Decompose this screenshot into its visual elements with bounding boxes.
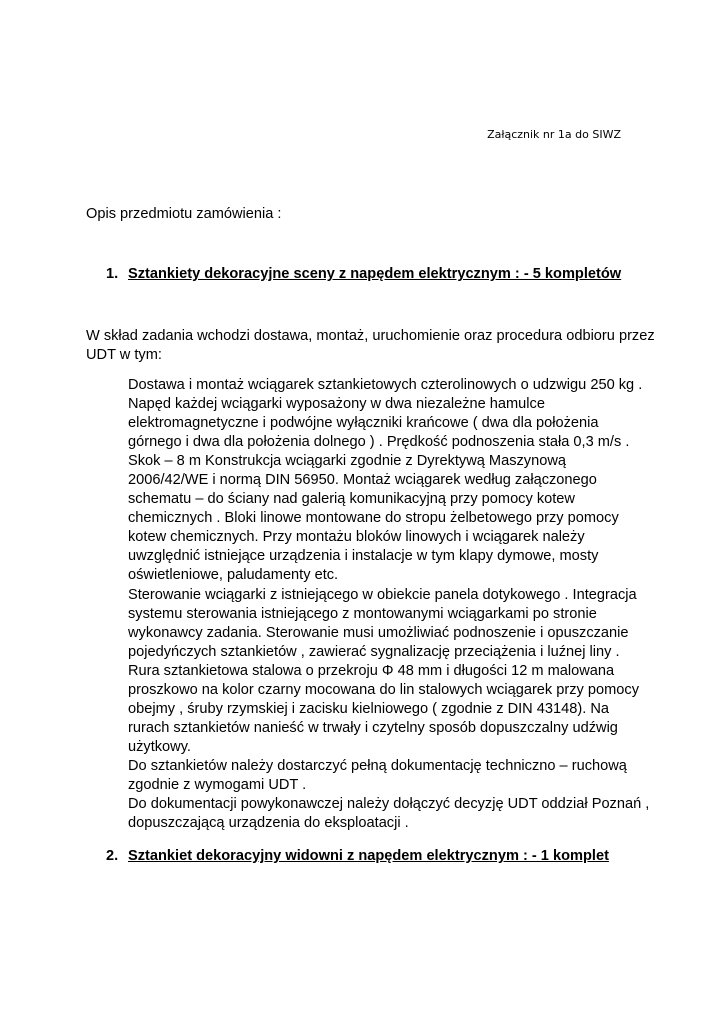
body-line: Napęd każdej wciągarki wyposażony w dwa niezależne hamulce — [128, 396, 545, 413]
item-title: Sztankiety dekoracyjne sceny z napędem elektrycznym : - 5 kompletów — [128, 266, 622, 282]
scope-intro — [86, 327, 655, 365]
scope-intro-line: UDT w tym: — [86, 347, 162, 363]
item-number: 2. — [106, 848, 119, 864]
item-number: 1. — [106, 266, 119, 282]
body-line: Rura sztankietowa stalowa o przekroju Φ 48 mm i długości 12 m malowana — [128, 662, 615, 679]
body-line: obejmy , śruby rzymskiej i zacisku kielniowego ( zgodnie z DIN 43148). Na — [128, 700, 609, 717]
body-line: oświetleniowe, paludamenty etc. — [128, 567, 339, 584]
item-title: Sztankiet dekoracyjny widowni z napędem elektrycznym : - 1 komplet — [128, 848, 609, 864]
scope-details — [128, 376, 658, 833]
body-line: systemu sterowania istniejącego z montowanymi wciągarkami po stronie — [128, 605, 597, 622]
body-line: Do dokumentacji powykonawczej należy dołączyć decyzję UDT oddział Poznań , — [128, 796, 650, 813]
body-line: Skok – 8 m Konstrukcja wciągarki zgodnie z Dyrektywą Maszynową — [128, 453, 566, 470]
body-line: elektromagnetyczne i podwójne wyłączniki krańcowe ( dwa dla położenia — [128, 415, 599, 432]
body-line: użytkowy. — [128, 738, 191, 755]
body-line: dopuszczającą urządzenia do eksploatacji . — [128, 815, 409, 832]
scope-intro-line: W skład zadania wchodzi dostawa, montaż, uruchomienie oraz procedura odbioru przez — [86, 328, 655, 344]
body-line: schematu – do ściany nad galerią komunikacyjną przy pomocy kotew — [128, 491, 575, 508]
body-line: proszkowo na kolor czarny mocowana do lin stalowych wciągarek przy pomocy — [128, 681, 640, 698]
body-line: zgodnie z wymogami UDT . — [128, 776, 307, 793]
body-line: kotew chemicznych. Przy montażu bloków linowych i wciągarek należy — [128, 529, 585, 546]
item-heading-1 — [106, 266, 621, 282]
body-line: wykonawcy zadania. Sterowanie musi umożliwiać podnoszenie i opuszczanie — [128, 624, 629, 641]
body-line: górnego i dwa dla położenia dolnego ) . Prędkość podnoszenia stała 0,3 m/s . — [128, 434, 630, 451]
body-line: chemicznych . Bloki linowe montowane do stropu żelbetowego przy pomocy — [128, 510, 619, 527]
body-line: Dostawa i montaż wciągarek sztankietowych czterolinowych o udzwigu 250 kg . — [128, 377, 643, 393]
subject-heading: Opis przedmiotu zamówienia : — [86, 206, 282, 222]
body-line: Sterowanie wciągarki z istniejącego w obiekcie panela dotykowego . Integracja — [128, 586, 637, 603]
body-line: rurach sztankietów nanieść w trwały i czytelny sposób dopuszczalny udźwig — [128, 719, 618, 736]
body-line: Do sztankietów należy dostarczyć pełną dokumentację techniczno – ruchową — [128, 757, 627, 774]
item-heading-2 — [106, 848, 609, 864]
body-line: pojedyńczych sztankietów , zawierać sygnalizację przeciążenia i luźnej liny . — [128, 643, 620, 660]
attachment-label: Załącznik nr 1a do SIWZ — [487, 128, 621, 141]
body-line: uwzględnić istniejące urządzenia i instalacje w tym klapy dymowe, mosty — [128, 548, 599, 565]
body-line: 2006/42/WE i normą DIN 56950. Montaż wciągarek według załączonego — [128, 472, 597, 489]
